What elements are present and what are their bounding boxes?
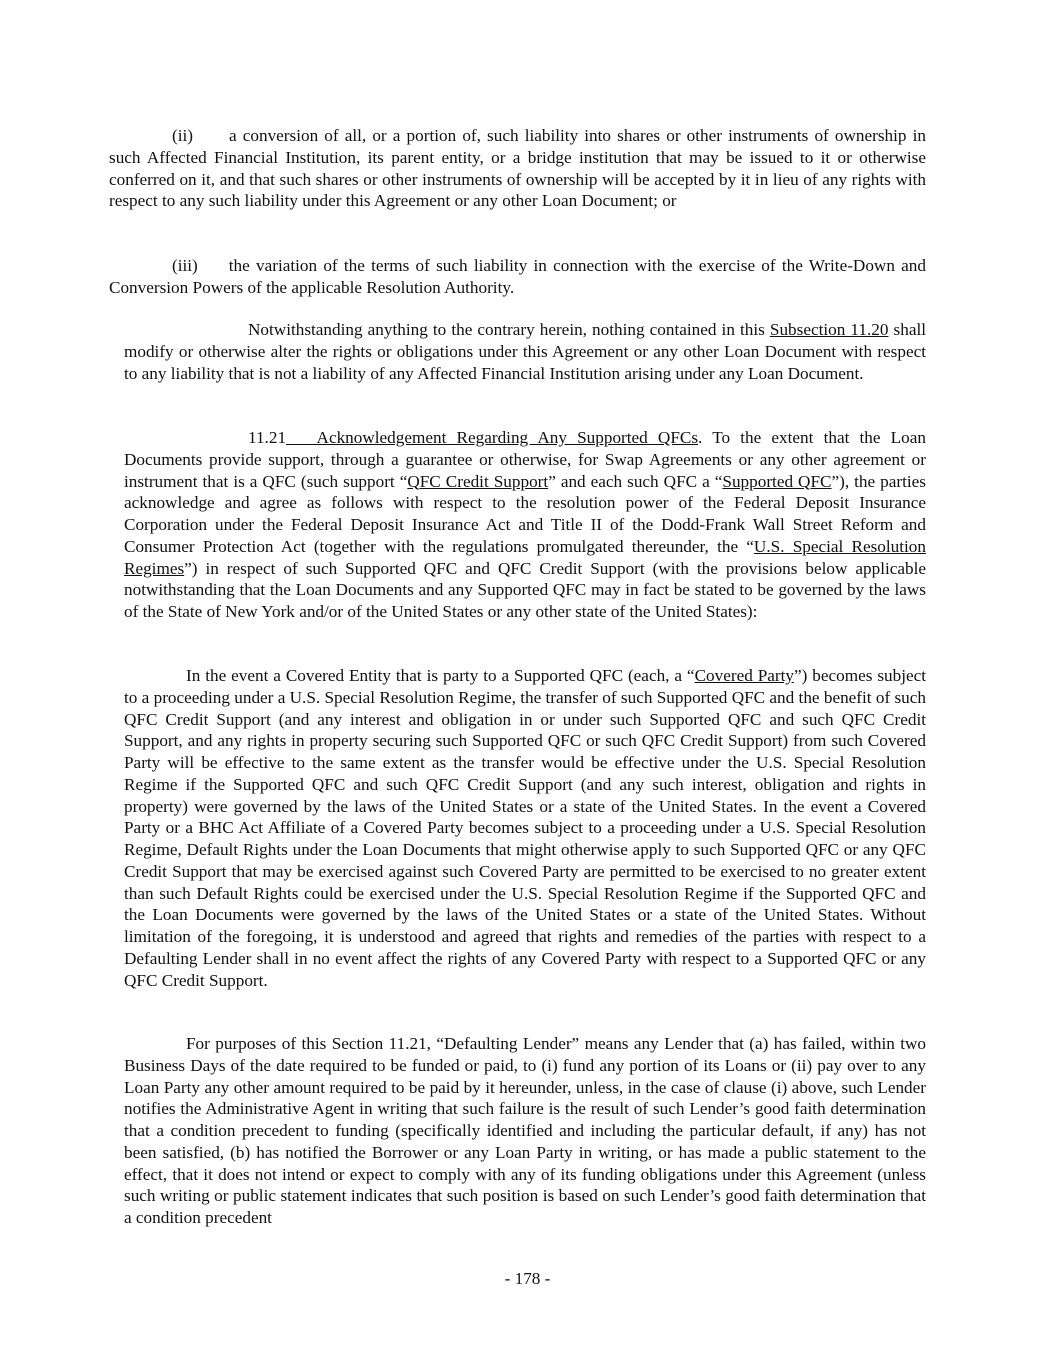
paragraph-ii	[109, 125, 926, 212]
notwithstanding-paragraph	[124, 319, 926, 384]
defined-term: Supported QFC	[722, 471, 832, 491]
subsection-reference: Subsection 11.20	[769, 320, 889, 339]
paragraph-iii	[109, 255, 926, 299]
paragraph-text: a conversion of all, or a portion of, such liability into shares or other instruments of ownership in such Affected Financial Institution, its parent entity, or a bridge institution that may be issued to it or otherwise conferred on it, and that such shares or other instruments of ownership will be accepted by it in lieu of any rights with respect to any such liability under this Agreement or any other Loan Document; or	[109, 126, 926, 211]
covered-party-paragraph: In the event a Covered Entity that is party to a Supported QFC (each, a “Covered Party”) becomes subject to a proceeding under a U.S. Special Resolution Regime, the transfer of such Supported QFC and the benefit of such QFC Credit Support (and any interest and obligation in or under such Supported QFC and such QFC Credit Support, and any rights in property securing such Supported QFC or such QFC Credit Support) from such Covered Party will be effective to the same extent as the transfer would be effective under the U.S. Special Resolution Regime if the Supported QFC and such QFC Credit Support (and any such interest, obligation and rights in property) were governed by the laws of the United States or a state of the United States. In the event a Covered Party or a BHC Act Affiliate of a Covered Party becomes subject to a proceeding under a U.S. Special Resolution Regime, Default Rights under the Loan Documents that might otherwise apply to such Supported QFC or any QFC Credit Support that may be exercised against such Covered Party are permitted to be exercised to no greater extent than such Default Rights could be exercised under the U.S. Special Resolution Regime if the Supported QFC and the Loan Documents were governed by the laws of the United States or a state of the United States. Without limitation of the foregoing, it is understood and agreed that rights and remedies of the parties with respect to a Defaulting Lender shall in no event affect the rights of any Covered Party with respect to a Supported QFC or any QFC Credit Support.	[124, 666, 927, 990]
paragraph-text: Notwithstanding anything to the contrary herein, nothing contained in this	[248, 320, 770, 339]
page-number: - 178 -	[504, 1269, 551, 1288]
defined-term: Covered Party	[694, 666, 794, 685]
section-11-21-paragraph: 11.21 Acknowledgement Regarding Any Supported QFCs. To the extent that the Loan Documents provide support, through a guarantee or otherwise, for Swap Agreements or any other agreement or instrument that is a QFC (such support “QFC Credit Support” and each such QFC a “Supported QFC”), the parties acknowledge and agree as follows with respect to the resolution power of the Federal Deposit Insurance Corporation under the Federal Deposit Insurance Act and Title II of the Dodd-Frank Wall Street Reform and Consumer Protection Act (together with the regulations promulgated thereunder, the “U.S. Special Resolution Regimes”) in respect of such Supported QFC and QFC Credit Support (with the provisions below applicable notwithstanding that the Loan Documents and any Supported QFC may in fact be stated to be governed by the laws of the State of New York and/or of the United States or any other state of the United States):	[124, 428, 926, 621]
defined-term: QFC Credit Support	[407, 471, 549, 491]
paragraph-text: shall modify or otherwise alter the rights or obligations under this Agreement or any other Loan Document with respect to any liability that is not a liability of any Affected Financial Institution arising under any Loan Document.	[124, 320, 926, 383]
clause-number: (ii)	[172, 126, 193, 145]
paragraph-text: the variation of the terms of such liability in connection with the exercise of the Write-Down and Conversion Powers of the applicable Resolution Authority.	[109, 256, 926, 297]
paragraph-text: For purposes of this Section 11.21, “Defaulting Lender” means any Lender that (a) has failed, within two Business Days of the date required to be funded or paid, to (i) fund any portion of its Loans or (ii) pay over to any Loan Party any other amount required to be paid by it hereunder, unless, in the case of clause (i) above, such Lender notifies the Administrative Agent in writing that such failure is the result of such Lender’s good faith determination that a condition precedent to funding (specifically identified and including the particular default, if any) has not been satisfied, (b) has notified the Borrower or any Loan Party in writing, or has made a public statement to the effect, that it does not intend or expect to comply with any of its funding obligations under this Agreement (unless such writing or public statement indicates that such position is based on such Lender’s good faith determination that a condition precedent	[124, 1034, 926, 1227]
section-number: 11.21	[248, 428, 287, 447]
clause-number: (iii)	[172, 256, 198, 275]
defined-term: U.S. Special Resolution Regimes	[124, 536, 926, 578]
section-heading: Acknowledgement Regarding Any Supported QFCs	[316, 428, 699, 447]
defaulting-lender-paragraph	[124, 1033, 926, 1229]
